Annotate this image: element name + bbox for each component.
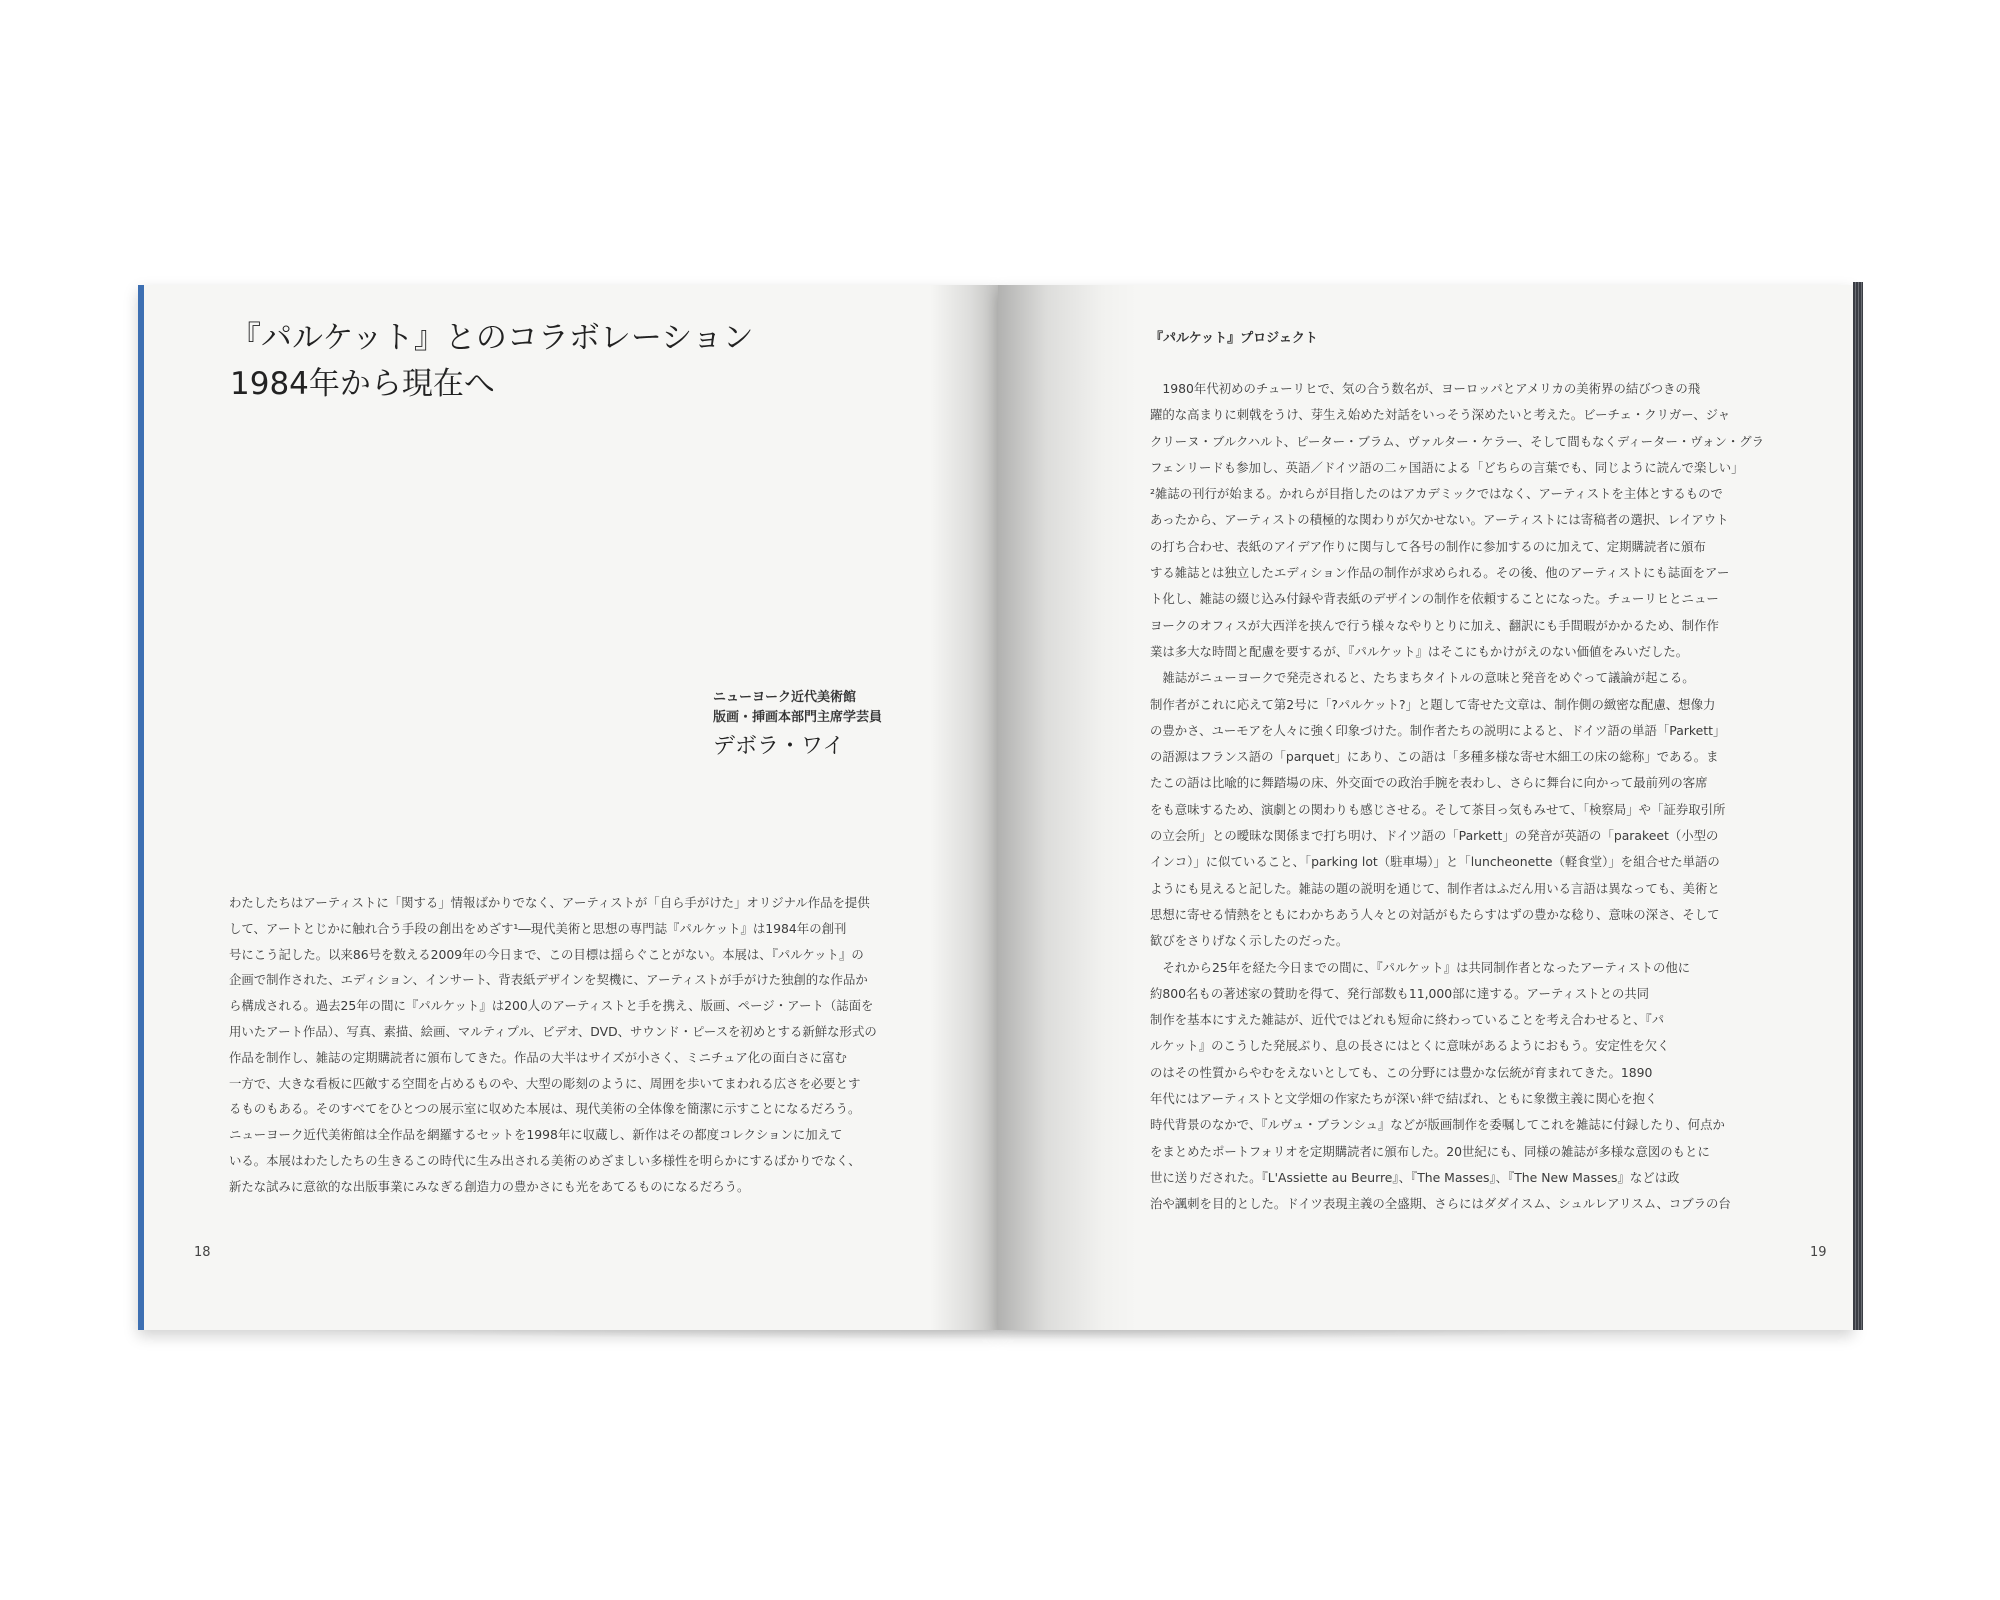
text-line: インコ）」に似ていること、「parking lot（駐車場）」と「luncheonette（軽食堂）」を組合せた単語の	[1150, 854, 1720, 870]
author-name: デボラ・ワイ	[713, 734, 845, 759]
text-line: ト化し、雑誌の綴じ込み付録や背表紙のデザインの制作を依頼することになった。チューリヒとニュー	[1150, 591, 1719, 607]
text-line: 思想に寄せる情熱をともにわかちあう人々との対話がもたらすはずの豊かな稔り、意味の深さ、そして	[1150, 906, 1720, 922]
text-line: るものもある。そのすべてをひとつの展示室に収めた本展は、現代美術の全体像を簡潔に示すことになるだろう。	[229, 1101, 861, 1117]
text-line: 制作を基本にすえた雑誌が、近代ではどれも短命に終わっていることを考え合わせると、『パ	[1150, 1012, 1665, 1028]
text-line: 新たな試みに意欲的な出版事業にみなぎる創造力の豊かさにも光をあてるものになるだろう。	[229, 1178, 750, 1194]
blue-cover-edge	[138, 285, 144, 1330]
text-line: クリーヌ・ブルクハルト、ピーター・ブラム、ヴァルター・ケラー、そして間もなくディーター・ヴォン・グラ	[1150, 433, 1765, 449]
text-line: の打ち合わせ、表紙のアイデア作りに関与して各号の制作に参加するのに加えて、定期購読者に頒布	[1150, 538, 1706, 554]
gutter-shadow-left	[930, 285, 998, 1330]
title-line-2: 1984年から現在へ	[230, 366, 495, 402]
text-line: あったから、アーティストの積極的な関わりが欠かせない。アーティストには寄稿者の選択、レイアウト	[1150, 512, 1729, 528]
text-line: たこの語は比喩的に舞踏場の床、外交面での政治手腕を表わし、さらに舞台に向かって最前列の客席	[1150, 775, 1708, 791]
text-line: 年代にはアーティストと文学畑の作家たちが深い絆で結ばれ、ともに象徴主義に関心を抱く	[1150, 1091, 1658, 1107]
text-line: ようにも見えると記した。雑誌の題の説明を通じて、制作者はふだん用いる言語は異なっても、美術と	[1150, 880, 1720, 896]
text-line: いる。本展はわたしたちの生きるこの時代に生み出される美術のめざましい多様性を明らかにするばかりでなく、	[229, 1152, 861, 1168]
text-line: の立会所」との曖昧な関係まで打ち明け、ドイツ語の「Parkett」の発音が英語の「parakeet（小型の	[1150, 828, 1719, 844]
text-line: 業は多大な時間と配慮を要するが、『パルケット』はそこにもかけがえのない価値をみいだした。	[1150, 643, 1689, 659]
text-line: をまとめたポートフォリオを定期購読者に頒布した。20世紀にも、同様の雑誌が多様な意図のもとに	[1150, 1143, 1710, 1159]
page-edges	[1853, 282, 1863, 1330]
text-line: 歓びをさりげなく示したのだった。	[1150, 933, 1349, 949]
text-line: ²雑誌の刊行が始まる。かれらが目指したのはアカデミックではなく、アーティストを主体とするもので	[1150, 486, 1723, 502]
text-line: 雑誌がニューヨークで発売されると、たちまちタイトルの意味と発音をめぐって議論が起こる。	[1150, 670, 1695, 686]
author-affiliation-2: 版画・挿画本部門主席学芸員	[713, 710, 883, 725]
page-number-right: 19	[1810, 1245, 1827, 1260]
text-line: の豊かさ、ユーモアを人々に強く印象づけた。制作者たちの説明によると、ドイツ語の単語「Parkett」	[1150, 722, 1726, 738]
text-line: 企画で制作された、エディション、インサート、背表紙デザインを契機に、アーティストが手がけた独創的な作品か	[229, 972, 868, 988]
text-line: 号にこう記した。以来86号を数える2009年の今日まで、この目標は揺らぐことがない。本展は、『パルケット』の	[229, 946, 864, 962]
right-body-text	[1150, 376, 1830, 1218]
text-line: 約800名もの著述家の賛助を得て、発行部数も11,000部に達する。アーティストとの共同	[1150, 985, 1650, 1001]
text-line: ニューヨーク近代美術館は全作品を網羅するセットを1998年に収蔵し、新作はその都度コレクションに加えて	[229, 1127, 843, 1143]
running-head: 『パルケット』プロジェクト	[1150, 331, 1318, 346]
text-line: 用いたアート作品）、写真、素描、絵画、マルティプル、ビデオ、DVD、サウンド・ピースを初めとする新鮮な形式の	[229, 1023, 877, 1039]
text-line: ヨークのオフィスが大西洋を挟んで行う様々なやりとりに加え、翻訳にも手間暇がかかるため、制作作	[1150, 617, 1719, 633]
text-line: 一方で、大きな看板に匹敵する空間を占めるものや、大型の彫刻のように、周囲を歩いてまわれる広さを必要とす	[229, 1075, 861, 1091]
left-body-text	[229, 890, 939, 1200]
text-line: ら構成される。過去25年の間に『パルケット』は200人のアーティストと手を携え、版画、ページ・アート（誌面を	[229, 998, 874, 1014]
text-line: 作品を制作し、雑誌の定期購読者に頒布してきた。作品の大半はサイズが小さく、ミニチュア化の面白さに富む	[229, 1049, 847, 1065]
text-line: の語源はフランス語の「parquet」にあり、この語は「多種多様な寄せ木細工の床の総称」である。ま	[1150, 749, 1719, 765]
text-line: 世に送りだされた。『L'Assiette au Beurre』、『The Masses』、『The New Masses』などは政	[1150, 1169, 1680, 1185]
text-line: する雑誌とは独立したエディション作品の制作が求められる。その後、他のアーティストにも誌面をアー	[1150, 565, 1730, 581]
title-line-1: 『パルケット』とのコラボレーション	[230, 320, 754, 356]
text-line: して、アートとじかに触れ合う手段の創出をめざす¹―現代美術と思想の専門誌『パルケット』は1984年の創刊	[229, 920, 847, 936]
text-line: フェンリードも参加し、英語／ドイツ語の二ヶ国語による「どちらの言葉でも、同じように読んで楽しい」	[1150, 459, 1744, 475]
text-line: わたしたちはアーティストに「関する」情報ばかりでなく、アーティストが「自ら手がけた」オリジナル作品を提供	[229, 895, 870, 910]
text-line: 時代背景のなかで、『ルヴュ・ブランシュ』などが版画制作を委嘱してこれを雑誌に付録したり、何点か	[1150, 1117, 1725, 1133]
text-line: をも意味するため、演劇との関わりも感じさせる。そして茶目っ気もみせて、「検察局」や「証券取引所	[1150, 801, 1726, 817]
text-line: のはその性質からやむをえないとしても、この分野には豊かな伝統が育まれてきた。1890	[1150, 1064, 1653, 1080]
text-line: 治や諷刺を目的とした。ドイツ表現主義の全盛期、さらにはダダイスム、シュルレアリスム、コブラの台	[1150, 1196, 1731, 1212]
text-line: それから25年を経た今日までの間に、『パルケット』は共同制作者となったアーティストの他に	[1150, 959, 1691, 975]
text-line: 躍的な高まりに刺戟をうけ、芽生え始めた対話をいっそう深めたいと考えた。ビーチェ・クリガー、ジャ	[1150, 407, 1731, 423]
page-number-left: 18	[194, 1245, 211, 1260]
gutter-shadow-right	[998, 285, 1138, 1330]
text-line: 制作者がこれに応えて第2号に「?パルケット?」と題して寄せた文章は、制作側の緻密な配慮、想像力	[1150, 696, 1716, 712]
author-block	[713, 688, 953, 762]
text-line: 1980年代初めのチューリヒで、気の合う数名が、ヨーロッパとアメリカの美術界の結びつきの飛	[1150, 381, 1701, 396]
author-affiliation-1: ニューヨーク近代美術館	[713, 690, 857, 705]
text-line: ルケット』のこうした発展ぶり、息の長さにはとくに意味があるようにおもう。安定性を欠く	[1150, 1038, 1670, 1054]
article-title	[230, 315, 930, 407]
